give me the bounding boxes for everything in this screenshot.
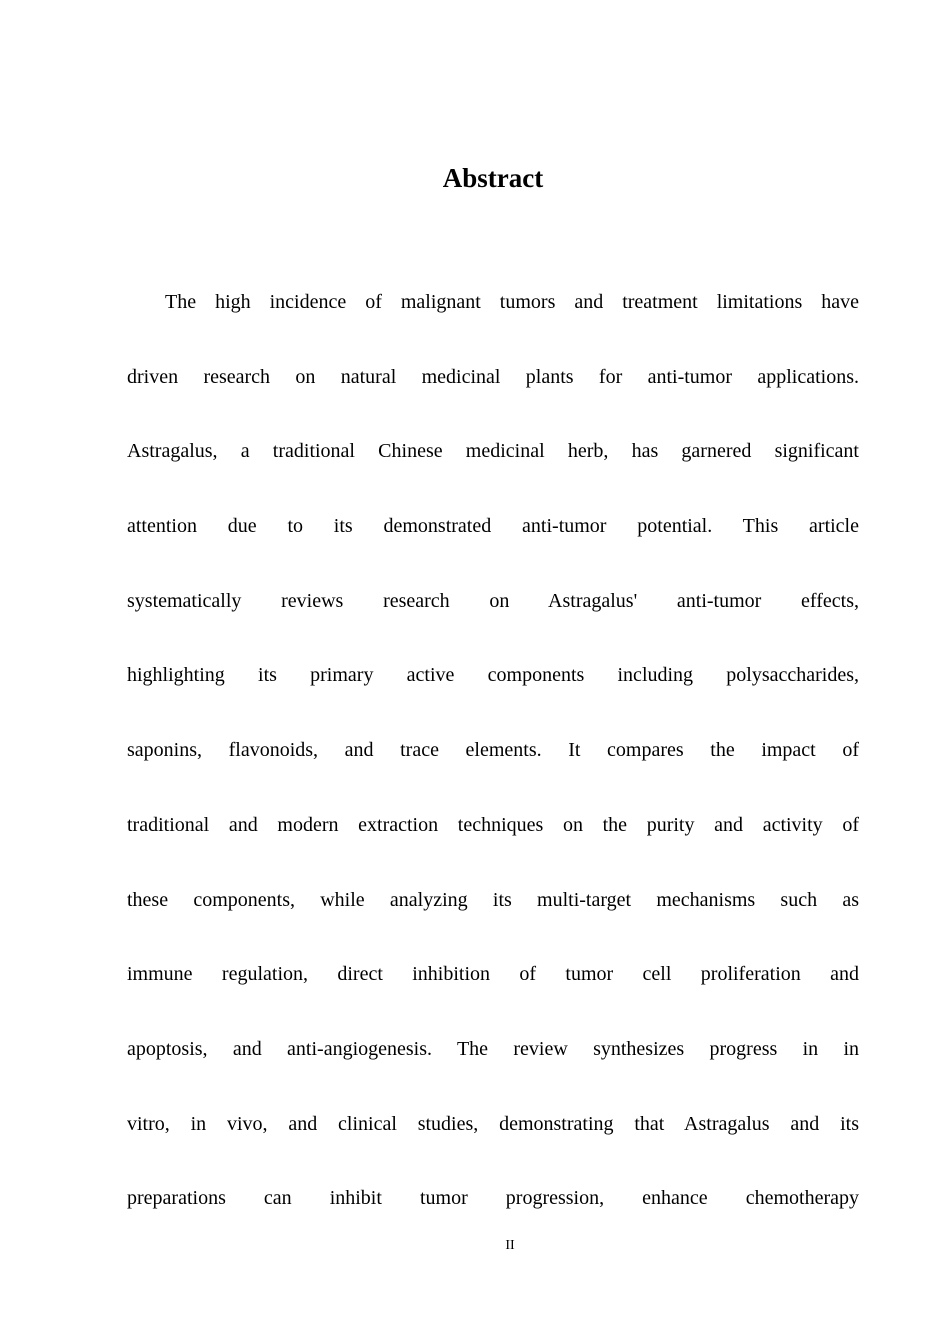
text-line: saponins, flavonoids, and trace elements. It compares the impact of [127,740,859,762]
page-number: II [505,1238,515,1253]
text-line: driven research on natural medicinal plants for anti-tumor applications. [127,366,859,388]
text-line: preparations can inhibit tumor progression, enhance chemotherapy [127,1188,859,1210]
text-line: systematically reviews research on Astragalus' anti-tumor effects, [127,590,859,612]
text-line: these components, while analyzing its multi-target mechanisms such as [127,889,859,911]
page-title: Abstract [442,163,544,193]
text-line: Astragalus, a traditional Chinese medicinal herb, has garnered significant [127,441,859,463]
text-line: apoptosis, and anti-angiogenesis. The review synthesizes progress in in [127,1038,859,1060]
abstract-body [127,292,859,1263]
text-line: highlighting its primary active components including polysaccharides, [127,665,859,687]
text-line: traditional and modern extraction techniques on the purity and activity of [127,814,859,836]
text-line: immune regulation, direct inhibition of tumor cell proliferation and [127,964,859,986]
text-line: vitro, in vivo, and clinical studies, demonstrating that Astragalus and its [127,1113,859,1135]
text-line: The high incidence of malignant tumors and treatment limitations have [165,292,859,313]
text-line: attention due to its demonstrated anti-tumor potential. This article [127,516,859,538]
